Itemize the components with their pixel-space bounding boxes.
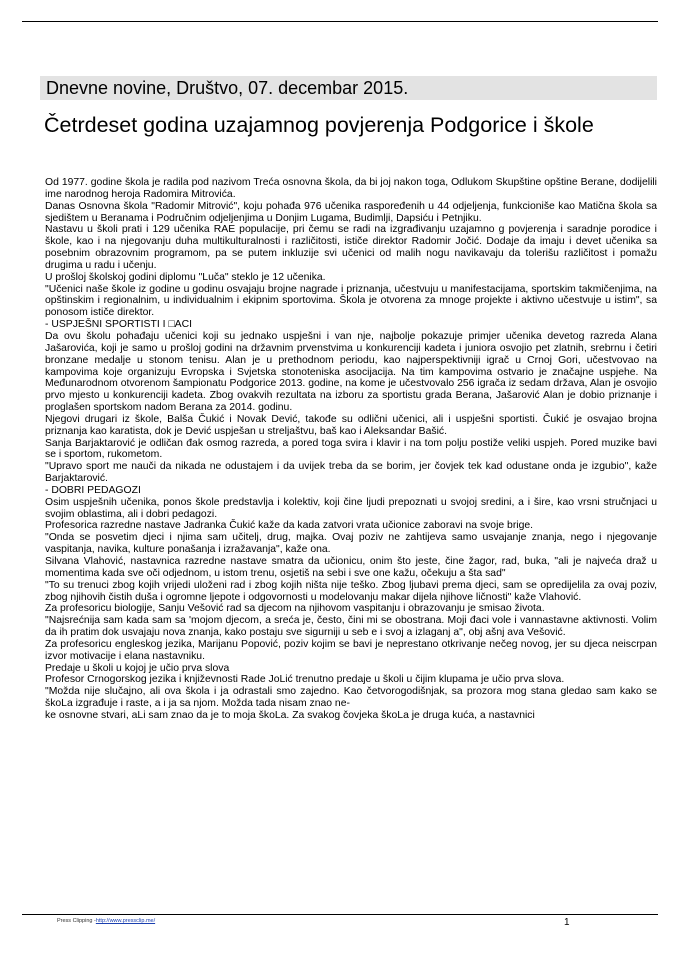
article-paragraph: Silvana Vlahović, nastavnica razredne nastave smatra da učionicu, onim što jeste, čine žagor, rad, buka, "ali je najveća draž u momentima kada sve oči odjednom, u istom trenu, osjetiš na sebi i sve one kažu, očekuju a šta sad" xyxy=(45,556,657,579)
bottom-rule xyxy=(22,914,658,915)
article-paragraph: "Možda nije slučajno, ali ova škola i ja odrastali smo zajedno. Kao četvorogodišnjak, sa prozora mog stana gledao sam kako se škoLa izgrađuje i raste, a i ja sa njom. Možda tada nisam znao ne- xyxy=(45,686,657,710)
article-paragraph: Od 1977. godine škola je radila pod nazivom Treća osnovna škola, da bi joj nakon toga, Odlukom Skupštine opštine Berane, dodijelili ime narodnog heroja Radomira Mitrovića. xyxy=(45,177,657,200)
article-paragraph: Za profesoricu engleskog jezika, Marijanu Popović, poziv kojim se bavi je neprestano otkrivanje nečeg novog, jer su djeca neiscrpan izvor motivacije i elana nastavniku. xyxy=(45,638,657,662)
article-paragraph: "Učenici naše škole iz godine u godinu osvajaju brojne nagrade i priznanja, učestvuju u manifestacijama, sportskim takmičenjima, na opštinskim i regionalnim, u individualnim i ekipnim sportovima. Škola je otvorena za mnoge projekte i aktivno učestvuje u istim", sa ponosom ističe direktor. xyxy=(45,283,657,319)
article-paragraph: "To su trenuci zbog kojih vrijedi uloženi rad i zbog kojih ništa nije teško. Zbog ljubavi prema djeci, sam se opredijelila za ovaj poziv, zbog njihovih čistih duša i ogromne ljepote i odgovornosti u modelovanju makar dijela njihove ličnosti" kaže Vlahović. xyxy=(45,579,657,603)
article-paragraph: U prošloj školskoj godini diplomu "Luča" steklo je 12 učenika. xyxy=(45,271,326,283)
top-rule xyxy=(22,21,658,22)
article-paragraph: Njegovi drugari iz škole, Balša Čukić i Novak Dević, takođe su odlični učenici, ali i uspješni sportisti. Čukić je osvajao brojna priznanja kao karatista, dok je Dević uspješan u streljaštvu, baš kao i Aleksandar Bašić. xyxy=(45,413,657,437)
page-number: 1 xyxy=(564,917,570,928)
section-subheading: Predaje u školi u kojoj je učio prva slova xyxy=(45,662,230,674)
article-paragraph: Za profesoricu biologije, Sanju Vešović rad sa djecom na njihovom vaspitanju i obrazovanju je smisao života. xyxy=(45,603,545,615)
article-paragraph: Profesor Crnogorskog jezika i književnosti Rade JoLić trenutno predaje u školi u čijim klupama je učio prva slova. xyxy=(45,674,565,686)
article-paragraph: Da ovu školu pohađaju učenici koji su jednako uspješni i van nje, najbolje pokazuje primjer učenika devetog razreda Alana Jašarovića, koji je samo u prošloj godini na državnim prvenstvima u konkurenciji kadeta i juniora osvojio pet zlatnih, srebrnu i četiri bronzane medalje u stonom tenisu. Alan je u prethodnom periodu, kao najperspektivniji igrač u Crnoj Gori, učestvovao na kampovima koje organizuju Evropska i Svjetska stonoteniska asocijacija. Na tim kampovima ostvario je značajne uspjehe. Na Međunarodnom otvorenom šampionatu Podgorice 2013. godine, na kome je učestvovalo 256 igrača iz sedam država, Alan je osvojio prvo mjesto u konkurenciji kadeta. Zbog ovakvih rezultata na izboru za sportistu grada Berana, Jašarović Alan je dobio priznanje i proglašen sportskom nadom Berana za 2014. godinu. xyxy=(45,330,657,414)
section-header: Dnevne novine, Društvo, 07. decembar 2015. xyxy=(40,76,657,100)
article-paragraph: Profesorica razredne nastave Jadranka Čukić kaže da kada zatvori vrata učionice zaboravi na svoje brige. xyxy=(45,520,534,532)
section-subheading: - USPJEŠNI SPORTISTI I □ACI xyxy=(45,319,192,331)
article-paragraph: Osim uspješnih učenika, ponos škole predstavlja i kolektiv, koji čine ljudi prepoznati u svojoj sredini, a i šire, kao vrsni stručnjaci u svojim oblastima, ali i dobri pedagozi. xyxy=(45,496,657,520)
article-body xyxy=(45,177,657,722)
article-paragraph: Danas Osnovna škola "Radomir Mitrović", koju pohađa 976 učenika raspoređenih u 44 odjeljenja, funkcioniše kao Matična škola sa sjedištem u Beranama i Područnim odjeljenjima u Donjim Lugama, Budimlji, Dapsiću i Petnjiku. xyxy=(45,200,657,224)
article-title: Četrdeset godina uzajamnog povjerenja Podgorice i škole xyxy=(44,113,594,137)
article-paragraph: Nastavu u školi prati i 129 učenika RAE populacije, pri čemu se radi na izgrađivanju uzajamno g povjerenja i saradnje porodice i škole, kao i na njegovanju duha multikulturalnosti i različitosti, ističe direktor Radomir Jočić. Dodaje da imaju i devet učenika sa posebnim obrazovnim programom, pa se putem inkluzije svi učenici od malih nogu navikavaju da tolerišu različitost i pomažu drugima u radu i učenju. xyxy=(45,224,657,271)
footer-source-link[interactable]: http://www.pressclip.me/ xyxy=(95,918,156,924)
footer-source-label: Press Clipping - xyxy=(57,918,96,924)
article-paragraph: "Najsrećnija sam kada sam sa 'mojom djecom, a sreća je, često, čini mi se obostrana. Moji đaci vole i vannastavne aktivnosti. Volim da ih pratim dok usvajaju nova znanja, kako postaju sve sigurniji u seb e i svoj a izlaganj a", obj ašnj ava Vešović. xyxy=(45,615,657,639)
article-paragraph: ke osnovne stvari, aLi sam znao da je to moja škoLa. Za svakog čovjeka škoLa je druga kuća, a nastavnici xyxy=(45,709,535,721)
section-subheading: - DOBRI PEDAGOZI xyxy=(45,484,141,496)
article-paragraph: "Onda se posvetim djeci i njima sam učitelj, drug, majka. Ovaj poziv ne zahtijeva samo usvajanje znanja, nego i njegovanje vaspitanja, navika, kulture ponašanja i izražavanja", kaže ona. xyxy=(45,532,657,556)
article-paragraph: "Upravo sport me nauči da nikada ne odustajem i da uvijek treba da se borim, jer čovjek tek kad odustane onda je izgubio", kaže Barjaktarović. xyxy=(45,461,657,485)
article-paragraph: Sanja Barjaktarović je odličan đak osmog razreda, a pored toga svira i klavir i na tom polju postiže veliki uspjeh. Pored muzike bavi se i sportom, rukometom. xyxy=(45,437,657,461)
footer-source xyxy=(57,918,155,924)
